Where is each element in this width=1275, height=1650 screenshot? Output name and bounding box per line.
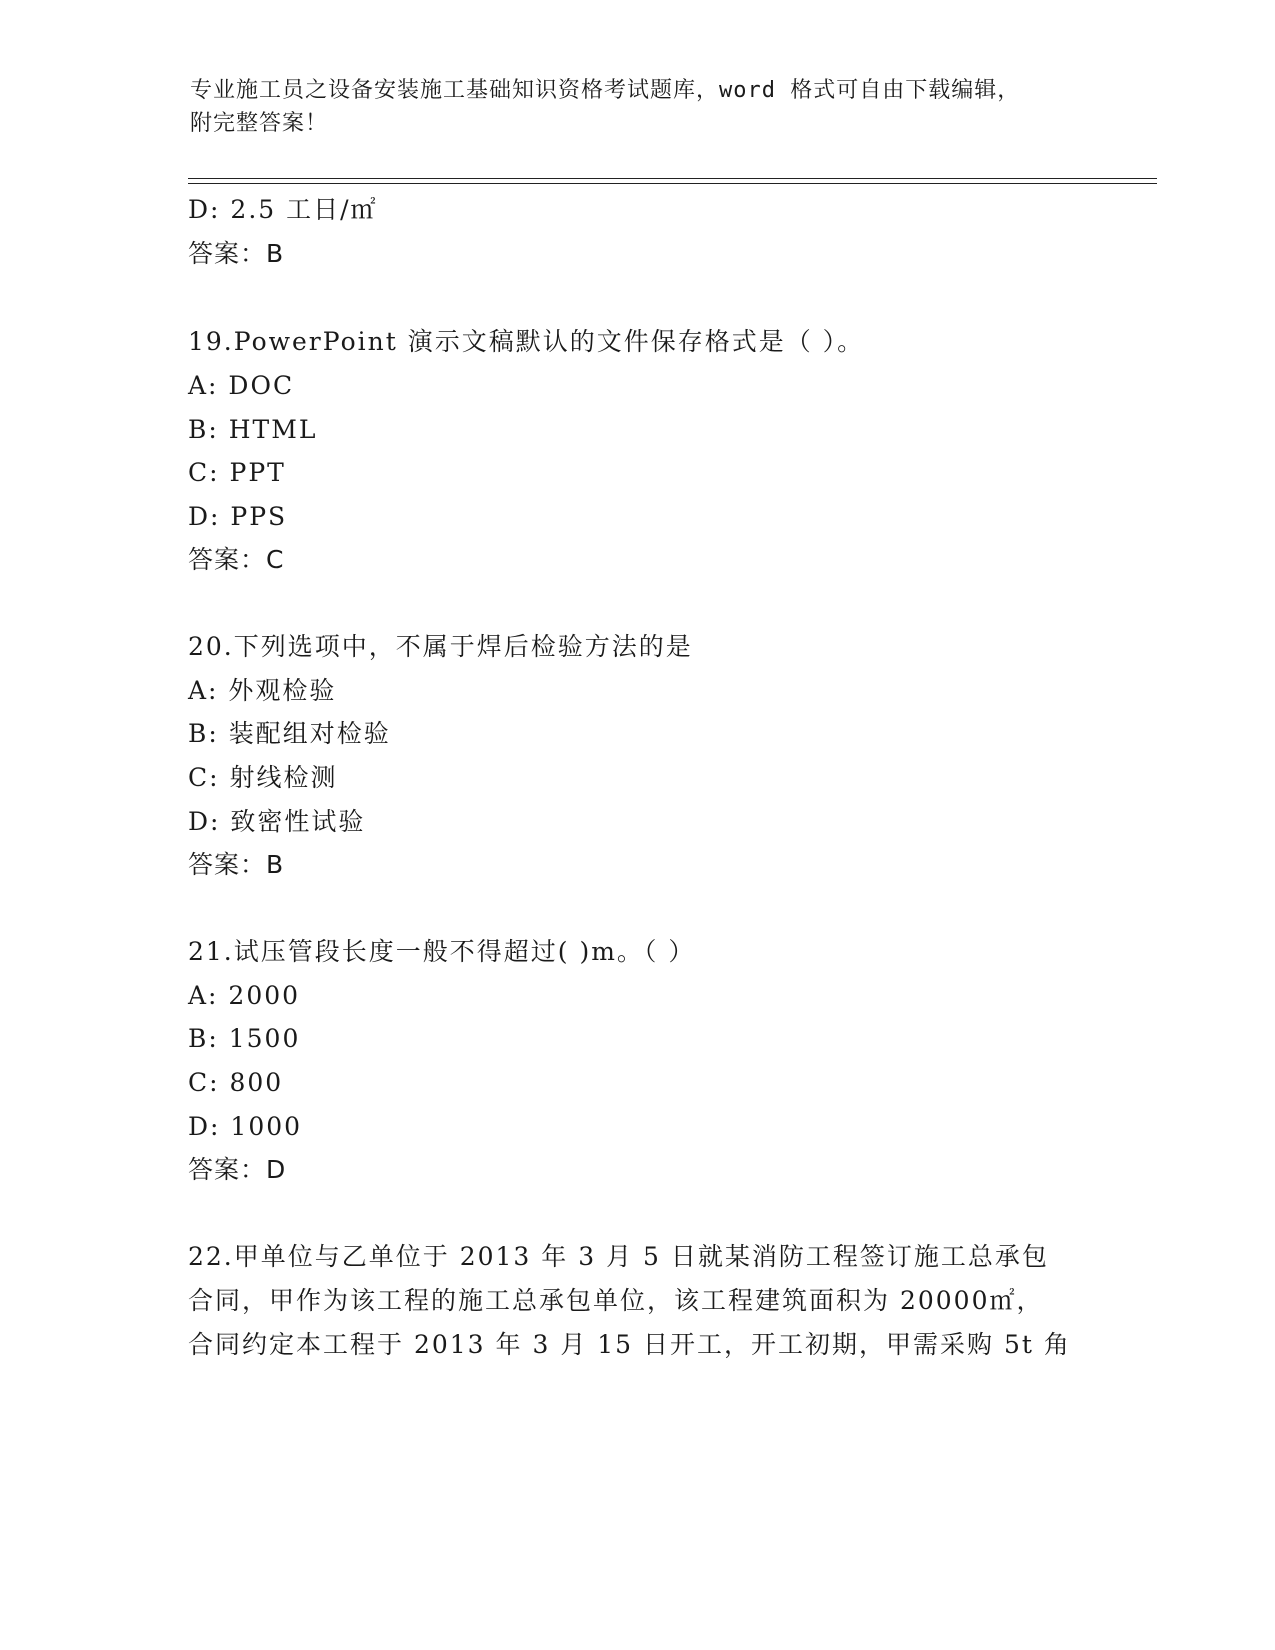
q19-answer: 答案：C xyxy=(188,545,285,574)
q19-option-a: A: DOC xyxy=(188,371,295,400)
q21-question: 21.试压管段长度一般不得超过( )m。（ ） xyxy=(188,937,696,966)
q20-option-c: C: 射线检测 xyxy=(188,763,338,792)
q20-option-a: A: 外观检验 xyxy=(188,676,337,705)
q22-line-1: 22.甲单位与乙单位于 2013 年 3 月 5 日就某消防工程签订施工总承包 xyxy=(188,1242,1049,1271)
q21-option-d: D: 1000 xyxy=(188,1112,303,1141)
q22-line-2: 合同，甲作为该工程的施工总承包单位，该工程建筑面积为 20000㎡， xyxy=(188,1286,1044,1315)
q20-option-b: B: 装配组对检验 xyxy=(188,719,391,748)
header-divider-bottom xyxy=(188,183,1157,184)
q18-option-d: D: 2.5 工日/㎡ xyxy=(188,195,378,224)
q19-option-b: B: HTML xyxy=(188,415,318,444)
header-line-2: 附完整答案！ xyxy=(190,111,329,136)
header-line-1: 专业施工员之设备安装施工基础知识资格考试题库，word 格式可自由下载编辑， xyxy=(190,78,1021,103)
q22-line-3: 合同约定本工程于 2013 年 3 月 15 日开工，开工初期，甲需采购 5t 角 xyxy=(188,1330,1071,1359)
q21-option-a: A: 2000 xyxy=(188,981,301,1010)
q19-option-d: D: PPS xyxy=(188,502,288,531)
q21-option-b: B: 1500 xyxy=(188,1024,301,1053)
q21-option-c: C: 800 xyxy=(188,1068,284,1097)
q21-answer: 答案：D xyxy=(188,1155,287,1184)
q20-answer: 答案：B xyxy=(188,850,285,879)
q18-answer: 答案：B xyxy=(188,239,285,268)
q19-option-c: C: PPT xyxy=(188,458,286,487)
q20-question: 20.下列选项中，不属于焊后检验方法的是 xyxy=(188,632,693,661)
document-header xyxy=(190,74,1070,140)
q20-option-d: D: 致密性试验 xyxy=(188,807,366,836)
q19-question: 19.PowerPoint 演示文稿默认的文件保存格式是（ ）。 xyxy=(188,327,865,356)
header-divider-top xyxy=(188,178,1157,179)
